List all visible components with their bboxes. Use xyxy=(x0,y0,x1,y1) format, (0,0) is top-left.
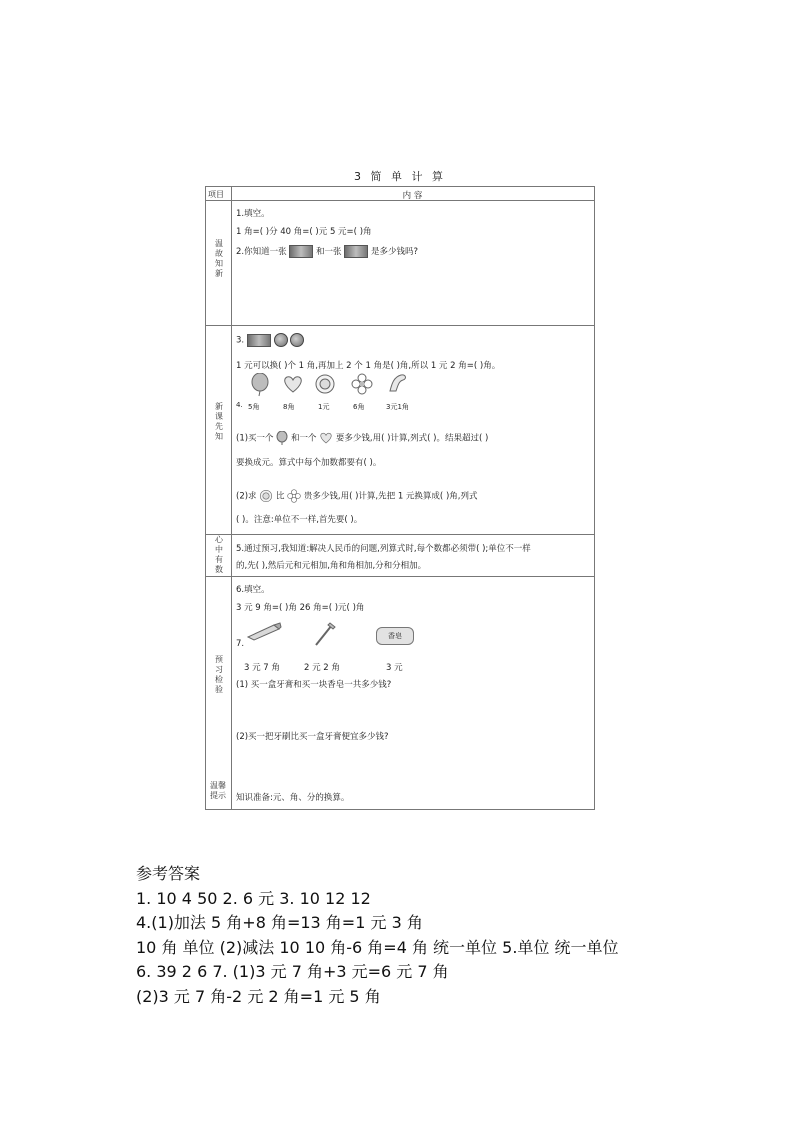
q7-number: 7. xyxy=(236,639,245,649)
q7-price: 2 元 2 角 xyxy=(304,663,340,673)
q4-number: 4. xyxy=(236,401,243,409)
q4-sub1-line2: 要换成元。算式中每个加数都要有( )。 xyxy=(236,458,382,468)
q4-price: 6角 xyxy=(353,403,365,411)
toy-icon xyxy=(386,371,410,395)
q4-price: 5角 xyxy=(248,403,260,411)
q4-sub2-line2: ( )。注意:单位不一样,首先要( )。 xyxy=(236,515,363,525)
q5-line2: 的,先( ),然后元和元相加,角和角相加,分和分相加。 xyxy=(236,561,427,571)
section-label-review: 温故知新 xyxy=(215,239,223,278)
coin-icon xyxy=(290,333,304,347)
answer-title: 参考答案 xyxy=(136,864,201,883)
q4-sub1-c: 要多少钱,用( )计算,列式( )。结果超过( ) xyxy=(335,433,489,444)
answer-line: 1. 10 4 50 2. 6 元 3. 10 12 12 xyxy=(136,888,371,908)
sunflower-icon xyxy=(314,373,336,395)
q4-sub1-line1 xyxy=(236,431,488,445)
row-new xyxy=(206,325,594,535)
q2-part2: 和一张 xyxy=(316,247,342,257)
header-col2: 内 容 xyxy=(402,191,423,201)
section-label-heart: 心中有数 xyxy=(215,535,223,574)
q7-sub1: (1) 买一盒牙膏和买一块香皂一共多少钱? xyxy=(236,680,392,690)
heart-balloon-icon xyxy=(282,375,304,395)
q7-price: 3 元 xyxy=(386,663,403,673)
soap-icon: 香皂 xyxy=(376,627,414,645)
q4-sub2-b: 比 xyxy=(275,491,285,502)
q4-price: 8角 xyxy=(283,403,295,411)
coin-icon xyxy=(274,333,288,347)
answer-line: 6. 39 2 6 7. (1)3 元 7 角+3 元=6 元 7 角 xyxy=(136,962,449,981)
q3-line: 1 元可以换( )个 1 角,再加上 2 个 1 角是( )角,所以 1 元 2 角=( )角。 xyxy=(236,361,501,371)
q6-line: 3 元 9 角=( )角 26 角=( )元( )角 xyxy=(236,603,365,613)
worksheet-table xyxy=(205,186,595,810)
banknote-icon xyxy=(344,245,368,258)
banknote-icon xyxy=(289,245,313,258)
q4-sub2-line1 xyxy=(236,489,477,503)
q7-sub2: (2)买一把牙刷比买一盒牙膏便宜多少钱? xyxy=(236,732,389,742)
flower-icon xyxy=(287,489,301,503)
q2-line xyxy=(236,245,418,258)
q1-line: 1 角=( )分 40 角=( )元 5 元=( )角 xyxy=(236,227,372,237)
section-label-new: 新课先知 xyxy=(215,402,223,441)
q3-images xyxy=(236,333,304,347)
q6-title: 6.填空。 xyxy=(236,585,270,595)
answer-line: 10 角 单位 (2)减法 10 10 角-6 角=4 角 统一单位 5.单位 统一单位 xyxy=(136,937,619,957)
flower-icon xyxy=(351,373,373,395)
q2-part3: 是多少钱吗? xyxy=(370,247,418,257)
q4-sub2-c: 贵多少钱,用( )计算,先把 1 元换算成( )角,列式 xyxy=(303,491,478,502)
section-label-preview: 预习检验 xyxy=(215,655,223,694)
q7-price: 3 元 7 角 xyxy=(244,663,280,673)
q1-title: 1.填空。 xyxy=(236,209,270,219)
q2-part1: 2.你知道一张 xyxy=(236,247,287,257)
balloon-icon xyxy=(276,431,288,445)
heart-balloon-icon xyxy=(319,432,333,445)
banknote-icon xyxy=(247,334,271,347)
tips-text: 知识准备:元、角、分的换算。 xyxy=(236,793,350,803)
page-title: 3 简 单 计 算 xyxy=(354,170,446,183)
answer-line: 4.(1)加法 5 角+8 角=13 角=1 元 3 角 xyxy=(136,913,423,932)
q4-sub1-b: 和一个 xyxy=(290,433,317,444)
header-col1: 项目 xyxy=(208,190,224,199)
section-label-tips: 温馨提示 xyxy=(210,781,226,800)
q3-number: 3. xyxy=(236,335,245,346)
sunflower-icon xyxy=(259,489,273,503)
q5-line1: 5.通过预习,我知道:解决人民币的问题,列算式时,每个数都必须带( );单位不一样 xyxy=(236,544,531,554)
balloon-icon xyxy=(250,373,270,397)
answer-key xyxy=(136,862,696,1009)
q4-sub1-a: (1)买一个 xyxy=(236,433,274,444)
q4-sub2-a: (2)求 xyxy=(236,491,257,502)
q4-price: 3元1角 xyxy=(386,403,409,411)
toothpaste-icon xyxy=(246,621,282,641)
answer-line: (2)3 元 7 角-2 元 2 角=1 元 5 角 xyxy=(136,986,381,1006)
q4-price: 1元 xyxy=(318,403,330,411)
toothbrush-icon xyxy=(314,621,336,647)
